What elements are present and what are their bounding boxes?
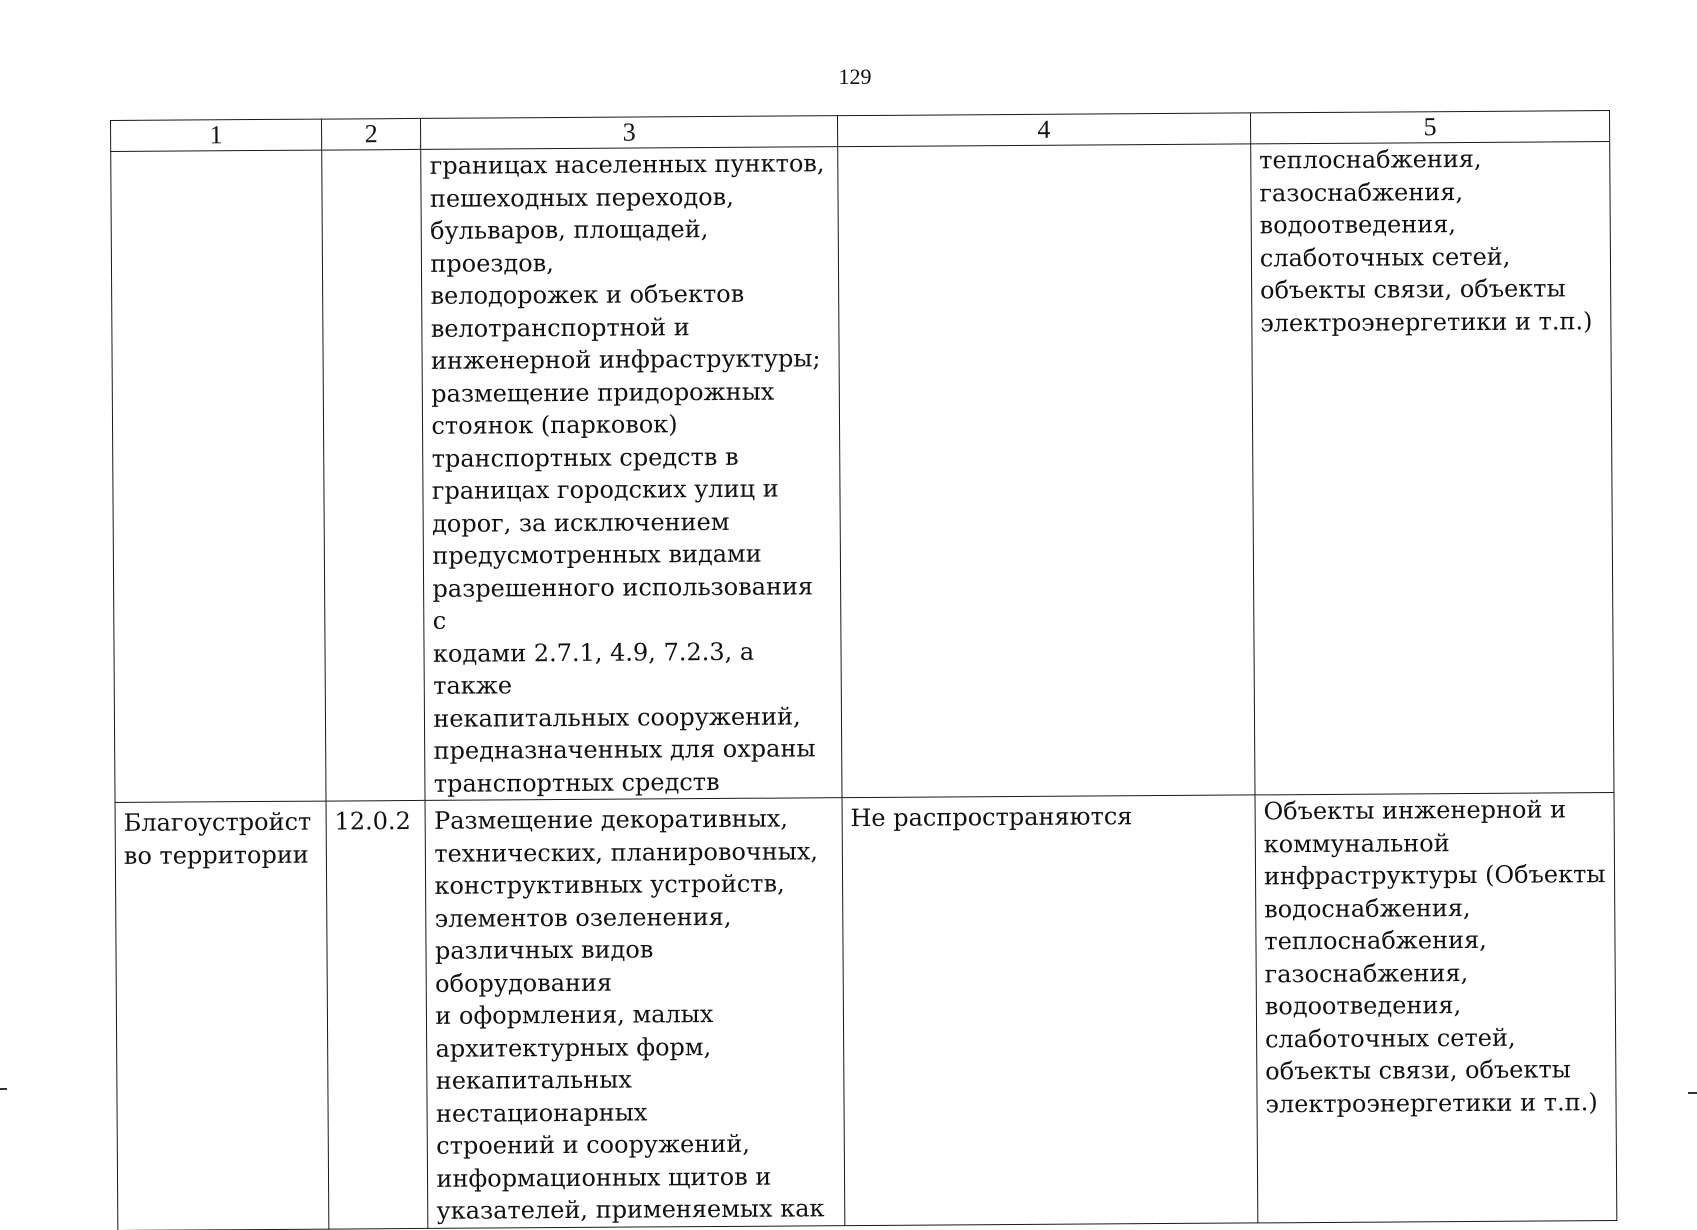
- table-row-landscaping: [115, 793, 1617, 1230]
- description-text: Размещение декоративных, технических, планировочных, конструктивных устройств, элементов озеленения, различных видов оборудования и оформления, малых архитектурных форм, некапитальных нестационарных строений и сооружений, информационных щитов и указателей, применяемых как: [433, 804, 825, 1225]
- description-text: границах населенных пунктов, пешеходных переходов, бульваров, площадей, проездов, велодорожек и объектов велотранспортной и инженерной инфраструктуры; размещение придорожных стоянок (парковок) транспортных средств в границах городских улиц и дорог, за исключением предусмотренных видами разрешенного использования с кодами 2.7.1, 4.9, 7.2.3, а также некапитальных сооружений, предназначенных для охраны транспортных средств: [429, 149, 825, 798]
- cell-parameters: [837, 144, 1254, 798]
- cell-land-use-description: [421, 147, 842, 801]
- cell-land-use-code: [326, 800, 428, 1228]
- cell-land-use-name: [115, 801, 329, 1230]
- header-col-3: 3: [421, 116, 838, 150]
- left-margin-mark: [0, 1088, 7, 1090]
- cell-land-use-code: [322, 149, 426, 801]
- header-col-4: 4: [837, 113, 1250, 147]
- header-col-1: 1: [111, 119, 322, 151]
- capital-objects-text: теплоснабжения, газоснабжения, водоотведения, слаботочных сетей, объекты связи, объекты электроэнергетики и т.п.): [1259, 144, 1593, 337]
- table-row-continuation: [111, 142, 1614, 803]
- cell-capital-objects: [1255, 793, 1617, 1223]
- capital-objects-text: Объекты инженерной и коммунальной инфраструктуры (Объекты водоснабжения, теплоснабжения, газоснабжения, водоотведения, слаботочных сетей, объекты связи, объекты электроэнергетики и т.п.): [1263, 795, 1606, 1118]
- right-margin-mark: [1688, 1092, 1697, 1094]
- cell-capital-objects: [1251, 142, 1614, 795]
- cell-land-use-description: [425, 798, 844, 1228]
- cell-land-use-name: [111, 150, 326, 802]
- land-use-table: [110, 110, 1617, 1230]
- land-use-name-text: Благоустройст во территории: [123, 807, 312, 870]
- land-use-code-text: 12.0.2: [334, 807, 411, 836]
- parameters-text: Не распространяются: [850, 802, 1133, 833]
- header-col-5: 5: [1250, 111, 1609, 144]
- cell-parameters: [842, 795, 1258, 1225]
- header-col-2: 2: [321, 118, 421, 150]
- page-number: 129: [838, 64, 872, 89]
